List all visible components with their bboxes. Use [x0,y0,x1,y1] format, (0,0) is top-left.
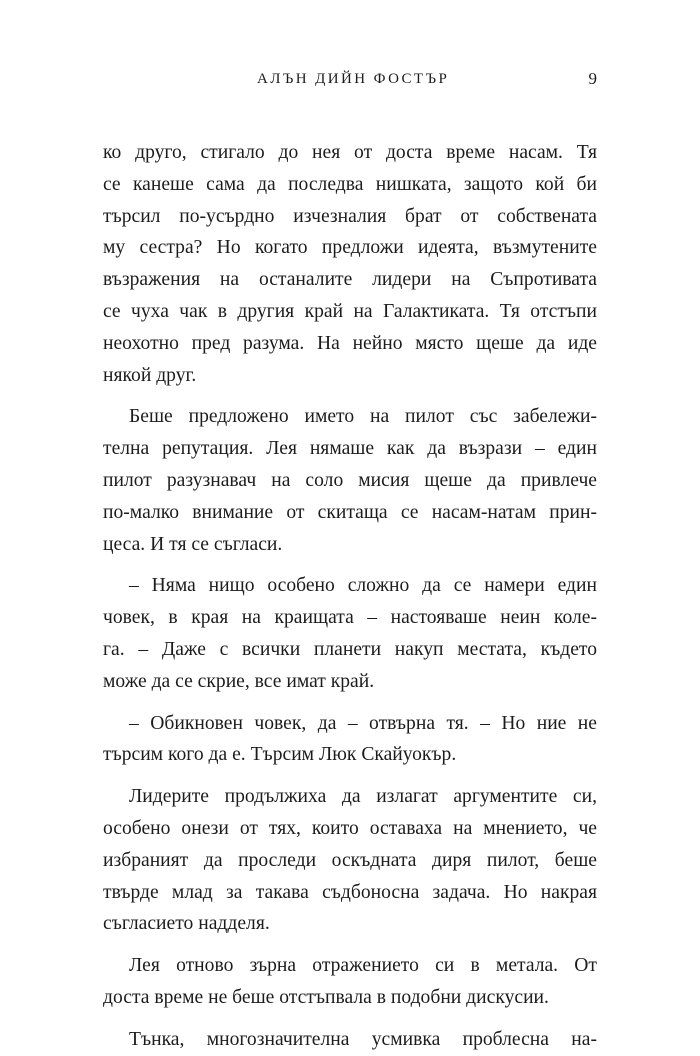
text-line: доста време не беше отстъпвала в подобни дискусии. [103,986,549,1008]
paragraph [103,781,597,940]
text-line: га. – Даже с всички планети накуп местата, където [103,638,597,660]
text-line: телна репутация. Лея нямаше как да възрази – един [103,438,597,460]
paragraph [103,137,597,391]
text-line: цеса. И тя се съгласи. [103,533,283,555]
text-line: неохотно пред разума. На нейно място щеше да иде [103,332,597,354]
text-line: твърде млад за такава съдбоносна задача. Но накрая [103,881,597,903]
text-line: – Обикновен човек, да – отвърна тя. – Но ние не [129,712,597,734]
text-line: съгласието надделя. [103,913,270,935]
text-line: търсим кого да е. Търсим Люк Скайуокър. [103,744,457,766]
text-line: някой друг. [103,364,197,386]
paragraph [103,1024,597,1056]
text-line: Беше предложено името на пилот със забележи- [129,406,597,428]
text-line: пилот разузнавач на соло мисия щеше да привлече [103,469,597,491]
text-line: по-малко внимание от скитаща се насам-натам прин- [103,501,597,523]
running-head-author: АЛЪН ДИЙН ФОСТЪР [257,71,450,87]
text-line: му сестра? Но когато предложи идеята, възмутените [103,237,597,259]
paragraph [103,570,597,697]
text-line: избраният да проследи оскъдната диря пилот, беше [103,849,597,871]
text-line: възражения на останалите лидери на Съпротивата [103,269,597,291]
text-line: човек, в края на краищата – настояваше неин коле- [103,607,597,629]
page-number: 9 [588,69,597,88]
text-line: се чуха чак в другия край на Галактиката. Тя отстъпи [103,300,597,322]
text-line: търсил по-усърдно изчезналия брат от собствената [103,205,597,227]
paragraph [103,708,597,772]
text-line: Тънка, многозначителна усмивка проблесна на- [129,1028,597,1050]
text-line: Лидерите продължиха да излагат аргументите си, [129,786,597,808]
text-line: особено онези от тях, които оставаха на мнението, че [103,817,597,839]
text-line: се канеше сама да последва нишката, защото кой би [103,173,597,195]
text-line: Лея отново зърна отражението си в метала. От [129,955,597,977]
paragraph [103,950,597,1014]
text-line: – Няма нищо особено сложно да се намери един [129,575,597,597]
running-header [103,66,597,92]
paragraph [103,401,597,560]
text-line: може да се скрие, все имат край. [103,670,375,692]
text-line: ко друго, стигало до нея от доста време насам. Тя [103,142,597,163]
body-text [103,137,597,1056]
